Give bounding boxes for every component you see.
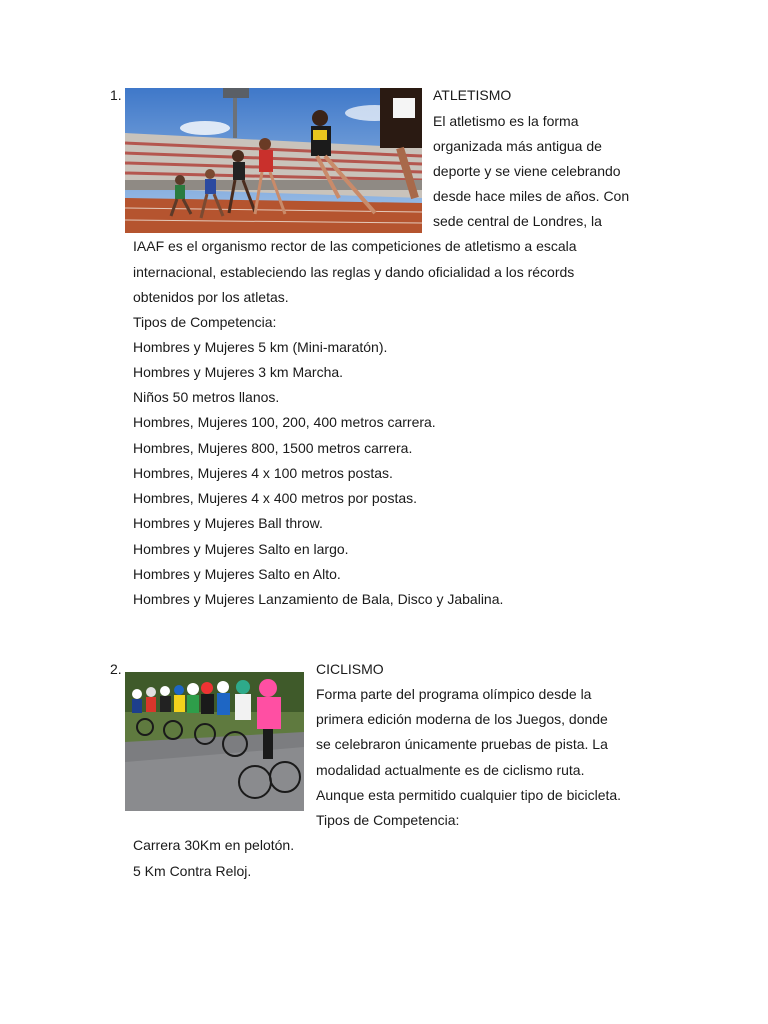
list-item: Hombres, Mujeres 800, 1500 metros carrera. [133,440,413,456]
list-item: Hombres y Mujeres Salto en largo. [133,541,349,557]
body-line: sede central de Londres, la [433,213,602,229]
list-item: Carrera 30Km en pelotón. [133,837,295,853]
cycling-photo [125,672,304,811]
list-item: Niños 50 metros llanos. [133,389,280,405]
body-line: obtenidos por los atletas. [133,289,289,305]
list-item: Hombres y Mujeres Ball throw. [133,515,323,531]
body-line: se celebraron únicamente pruebas de pista. La [316,736,608,752]
list-item: Hombres y Mujeres Lanzamiento de Bala, Disco y Jabalina. [133,591,504,607]
list-item: Hombres, Mujeres 100, 200, 400 metros carrera. [133,414,436,430]
list-item: Hombres y Mujeres Salto en Alto. [133,566,341,582]
body-line: modalidad actualmente es de ciclismo ruta. [316,762,585,778]
section-number: 2. [110,661,122,677]
section-title: ATLETISMO [433,87,512,103]
body-line: IAAF es el organismo rector de las competiciones de atletismo a escala [133,238,577,254]
list-item: Hombres, Mujeres 4 x 400 metros por postas. [133,490,418,506]
body-line: deporte y se viene celebrando [433,163,621,179]
body-line: organizada más antigua de [433,138,602,154]
list-item: 5 Km Contra Reloj. [133,863,252,879]
list-item: Hombres, Mujeres 4 x 100 metros postas. [133,465,393,481]
body-line: internacional, estableciendo las reglas y dando oficialidad a los récords [133,264,575,280]
body-line: desde hace miles de años. Con [433,188,630,204]
competitions-label: Tipos de Competencia: [133,314,277,330]
body-line: El atletismo es la forma [433,113,579,129]
athletics-photo [125,88,422,233]
section-title: CICLISMO [316,661,384,677]
list-item: Hombres y Mujeres 3 km Marcha. [133,364,344,380]
list-item: Hombres y Mujeres 5 km (Mini-maratón). [133,339,388,355]
body-line: primera edición moderna de los Juegos, donde [316,711,608,727]
body-line: Forma parte del programa olímpico desde la [316,686,592,702]
competitions-label: Tipos de Competencia: [316,812,460,828]
section-number: 1. [110,87,122,103]
body-line: Aunque esta permitido cualquier tipo de bicicleta. [316,787,622,803]
